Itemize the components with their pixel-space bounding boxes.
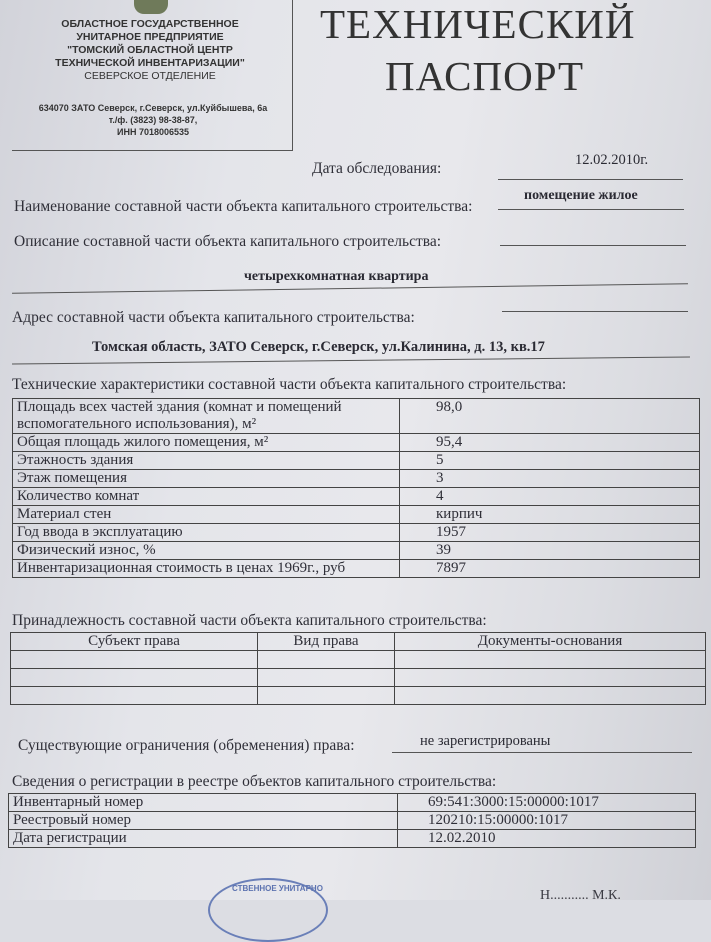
registry-key: Инвентарный номер [9,794,398,812]
underline [498,179,683,180]
coat-of-arms-icon [134,0,168,14]
tech-key: Этаж помещения [13,470,400,488]
tech-key: Площадь всех частей здания (комнат и помещений вспомогательного использования), м² [13,399,400,434]
col-subject: Субъект права [11,633,258,651]
table-row [13,434,700,452]
tech-value: 1957 [400,524,700,542]
ownership-table [10,632,706,705]
tech-key: Материал стен [13,506,400,524]
org-line: "ТОМСКИЙ ОБЛАСТНОЙ ЦЕНТР [67,44,233,56]
registry-key: Дата регистрации [9,830,398,848]
registry-heading: Сведения о регистрации в реестре объектов капитального строительства: [12,773,497,790]
tech-key: Физический износ, % [13,542,400,560]
org-inn: ИНН 7018006535 [116,127,190,137]
org-line: ОБЛАСТНОЕ ГОСУДАРСТВЕННОЕ [61,18,239,30]
table-row [13,542,700,560]
survey-date-value: 12.02.2010г. [575,152,649,168]
underline [392,752,692,753]
table-row [11,651,706,669]
tech-key: Общая площадь жилого помещения, м² [13,434,400,452]
table-row [13,488,700,506]
part-name-value: помещение жилое [524,188,638,203]
underline [498,209,684,210]
table-header-row [11,633,706,651]
registry-value: 120210:15:00000:1017 [398,812,696,830]
table-row [13,524,700,542]
table-row [9,794,696,812]
part-name-label: Наименование составной части объекта капитального строительства: [14,198,473,215]
tech-value: 3 [400,470,700,488]
table-row [13,452,700,470]
tech-value: 39 [400,542,700,560]
round-stamp [208,878,328,942]
table-row [13,399,700,434]
table-row [9,830,696,848]
tech-value: 95,4 [400,434,700,452]
tech-key: Год ввода в эксплуатацию [13,524,400,542]
address-label: Адрес составной части объекта капитального строительства: [12,309,415,326]
org-name [30,18,270,83]
signer-name: Н........... М.К. [540,888,621,903]
part-desc-label: Описание составной части объекта капитального строительства: [14,233,442,250]
restrictions-label: Существующие ограничения (обременения) права: [18,737,355,754]
registry-key: Реестровый номер [9,812,398,830]
tech-value: кирпич [400,506,700,524]
col-documents: Документы-основания [395,633,706,651]
org-address-line: 634070 ЗАТО Северск, г.Северск, ул.Куйбышева, 6а [38,103,268,113]
org-line: СЕВЕРСКОЕ ОТДЕЛЕНИЕ [84,70,216,82]
part-desc-value: четырехкомнатная квартира [244,269,429,284]
underline [12,356,690,364]
table-row [11,687,706,705]
tech-value: 7897 [400,560,700,578]
address-value: Томская область, ЗАТО Северск, г.Северск, ул.Калинина, д. 13, кв.17 [92,339,545,355]
restrictions-value: не зарегистрированы [420,733,551,749]
registry-value: 69:541:3000:15:00000:1017 [398,794,696,812]
tech-heading: Технические характеристики составной части объекта капитального строительства: [12,376,567,393]
tech-key: Количество комнат [13,488,400,506]
registry-table [8,793,696,848]
survey-date-label: Дата обследования: [312,160,442,177]
underline [500,245,686,246]
table-row [13,506,700,524]
doc-title-line2: ПАСПОРТ [385,53,585,99]
tech-key: Этажность здания [13,452,400,470]
tech-table [12,398,700,578]
org-line: ТЕХНИЧЕСКОЙ ИНВЕНТАРИЗАЦИИ" [55,57,245,69]
org-line: УНИТАРНОЕ ПРЕДПРИЯТИЕ [76,31,224,43]
stamp-text: СТВЕННОЕ УНИТАРНО [232,884,323,893]
ownership-heading: Принадлежность составной части объекта капитального строительства: [12,612,487,629]
org-address [18,102,288,138]
doc-title-line1: ТЕХНИЧЕСКИЙ [320,1,636,47]
registry-value: 12.02.2010 [398,830,696,848]
table-row [11,669,706,687]
org-phone: т./ф. (3823) 98-38-87, [108,115,198,125]
col-right-type: Вид права [258,633,395,651]
table-row [9,812,696,830]
tech-key: Инвентаризационная стоимость в ценах 1969г., руб [13,560,400,578]
underline [502,311,688,312]
tech-value: 5 [400,452,700,470]
table-row [13,560,700,578]
tech-value: 98,0 [400,399,700,434]
table-row [13,470,700,488]
tech-value: 4 [400,488,700,506]
